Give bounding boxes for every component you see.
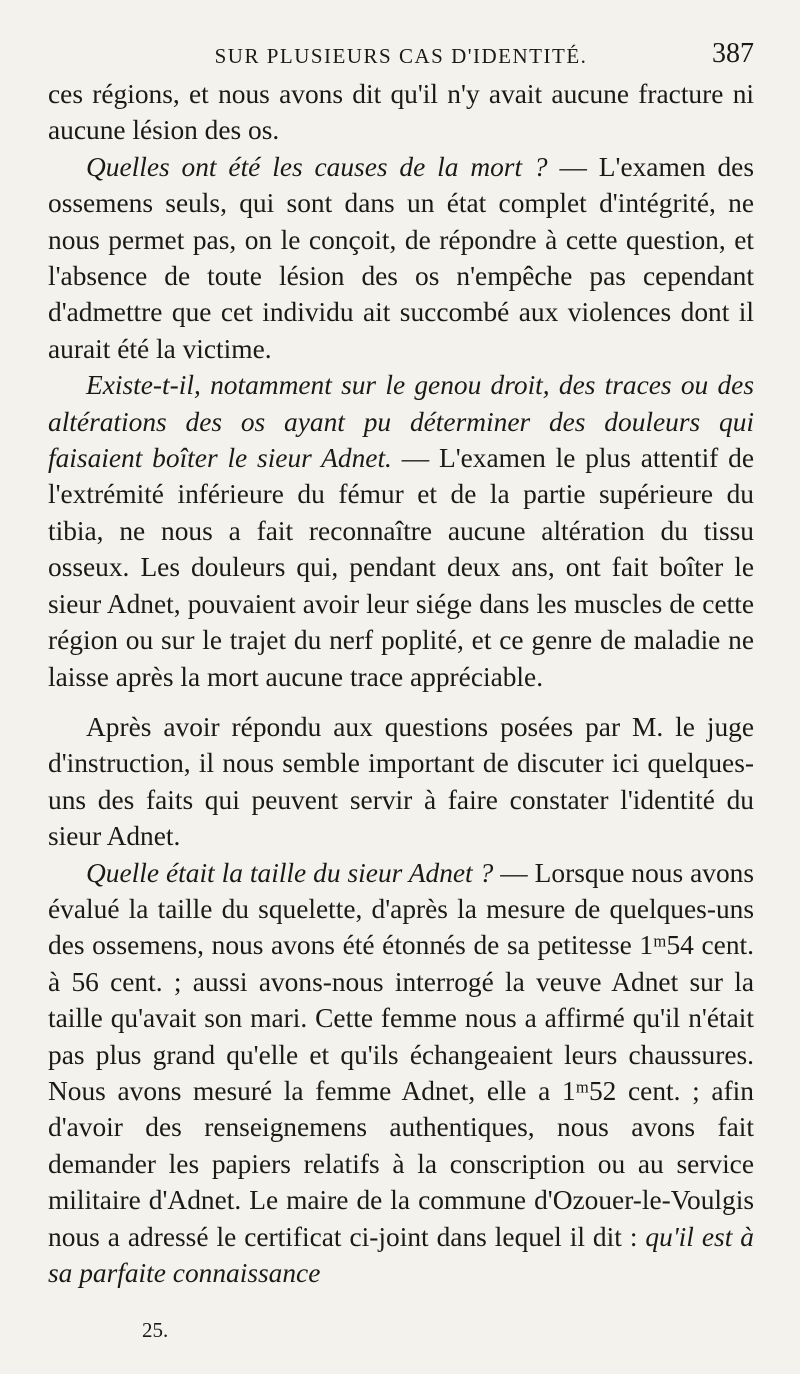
text-run: ces régions, et nous avons dit qu'il n'y avait aucune fracture ni aucune lésion des os. [48, 79, 754, 146]
quoted-text: qu'il est à sa parfaite connaissance [48, 1221, 754, 1288]
question-text: Existe-t-il, notamment sur le genou droit, des traces ou des altérations des os ayant pu déterminer des douleurs qui faisaient boîter le sieur Adnet. [48, 370, 754, 474]
answer-text: — Lorsque nous avons évalué la taille du squelette, d'après la mesure de quelques-uns des ossemens, nous avons été étonnés de sa petitesse 1ᵐ54 cent. à 56 cent. ; aussi avons-nous interrogé la veuve Adnet sur la taille qu'avait son mari. Cette femme nous a affirmé qu'il n'était pas plus grand qu'elle et qu'ils échangeaient leurs chaussures. Nous avons mesuré la femme Adnet, elle a 1ᵐ52 cent. ; afin d'avoir des renseignemens authentiques, nous avons fait demander les papiers relatifs à la conscription ou au service militaire d'Adnet. Le maire de la commune d'Ozouer-le-Voulgis nous a adressé le certificat ci-joint dans lequel il dit : [48, 857, 754, 1252]
paragraph-identite [48, 709, 754, 855]
running-head [48, 38, 754, 72]
paragraph-genou-droit [48, 367, 754, 695]
answer-text: — L'examen le plus attentif de l'extrémité inférieure du fémur et de la partie supérieure du tibia, ne nous a fait reconnaître aucune altération du tissu osseux. Les douleurs qui, pendant deux ans, ont fait boîter le sieur Adnet, pouvaient avoir leur siége dans les muscles de cette région ou sur le trajet du nerf poplité, et ce genre de maladie ne laisse après la mort aucune trace appréciable. [48, 443, 754, 692]
body-text [48, 76, 754, 1291]
paragraph-causes-de-la-mort [48, 149, 754, 367]
paragraph-continuation [48, 76, 754, 149]
signature-mark: 25. [142, 1318, 169, 1342]
answer-text: — L'examen des ossemens seuls, qui sont dans un état complet d'intégrité, ne nous permet pas, on le conçoit, de répondre à cette question, et l'absence de toute lésion des os n'empêche pas cependant d'admettre que cet individu ait succombé aux violences dont il aurait été la victime. [48, 151, 754, 364]
paragraph-taille [48, 855, 754, 1292]
running-title: SUR PLUSIEURS CAS D'IDENTITÉ. [214, 44, 588, 68]
text-run: Après avoir répondu aux questions posées par M. le juge d'instruction, il nous semble important de discuter ici quelques-uns des faits qui peuvent servir à faire constater l'identité du sieur Adnet. [48, 711, 754, 852]
page-number: 387 [712, 38, 754, 69]
question-text: Quelle était la taille du sieur Adnet ? [86, 857, 494, 888]
question-text: Quelles ont été les causes de la mort ? [86, 151, 548, 182]
